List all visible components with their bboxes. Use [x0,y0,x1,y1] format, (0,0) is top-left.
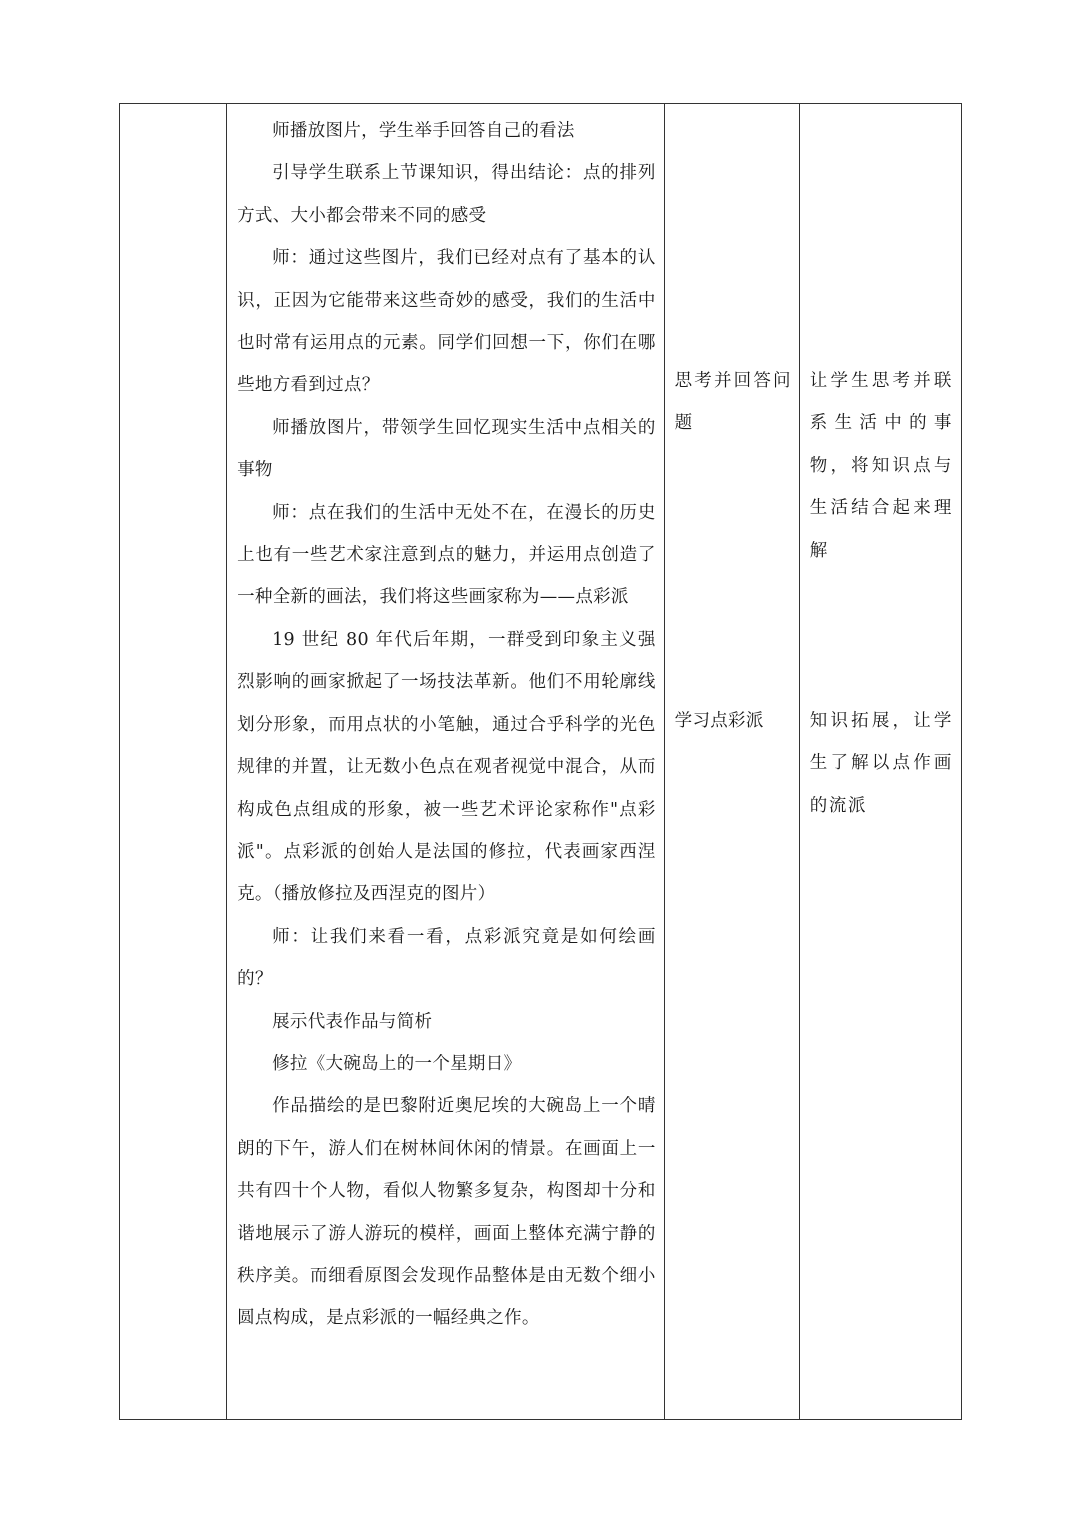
process-paragraph: 师：通过这些图片，我们已经对点有了基本的认识，正因为它能带来这些奇妙的感受，我们的生活中也时常有运用点的元素。同学们回想一下，你们在哪些地方看到过点？ [237,248,656,396]
design-intent-text: 知识拓展，让学生了解以点作画的流派 [809,711,953,816]
stage-cell [120,104,227,1420]
teaching-process-cell [227,104,665,1420]
student-activity-cell [664,104,799,1420]
student-activity-text: 学习点彩派 [674,711,764,731]
student-activity-text: 思考并回答问题 [674,371,791,434]
process-paragraph: 引导学生联系上节课知识，得出结论：点的排列方式、大小都会带来不同的感受 [237,163,656,226]
process-paragraph: 师播放图片，学生举手回答自己的看法 [272,121,575,141]
design-intent-cell [799,104,961,1420]
process-paragraph: 师：让我们来看一看，点彩派究竟是如何绘画的？ [237,926,656,990]
design-intent-text: 让学生思考并联系生活中的事物，将知识点与生活结合起来理解 [809,371,953,561]
artwork-description: 作品描绘的是巴黎附近奥尼埃的大碗岛上一个晴朗的下午，游人们在树林间休闲的情景。在画面上一共有四十个人物，看似人物繁多复杂，构图却十分和谐地展示了游人游玩的模样，画面上整体充满宁静的秩序美。而细看原图会发现作品整体是由无数个细小圆点构成，是点彩派的一幅经典之作。 [237,1096,656,1329]
process-paragraph: 19 世纪 80 年代后年期，一群受到印象主义强烈影响的画家掀起了一场技法革新。他们不用轮廓线划分形象，而用点状的小笔触，通过合乎科学的光色规律的并置，让无数小色点在观者视觉中混合，从而构成色点组成的形象，被一些艺术评论家称作"点彩派"。点彩派的创始人是法国的修拉，代表画家西涅克。（播放修拉及西涅克的图片） [237,629,656,905]
artwork-title: 修拉《大碗岛上的一个星期日》 [272,1053,522,1074]
process-paragraph: 展示代表作品与简析 [272,1011,433,1032]
lesson-plan-table [119,103,962,1420]
table-row [120,104,962,1420]
process-paragraph: 师播放图片，带领学生回忆现实生活中点相关的事物 [237,417,656,481]
process-paragraph: 师：点在我们的生活中无处不在，在漫长的历史上也有一些艺术家注意到点的魅力，并运用点创造了一种全新的画法，我们将这些画家称为——点彩派 [237,502,656,608]
